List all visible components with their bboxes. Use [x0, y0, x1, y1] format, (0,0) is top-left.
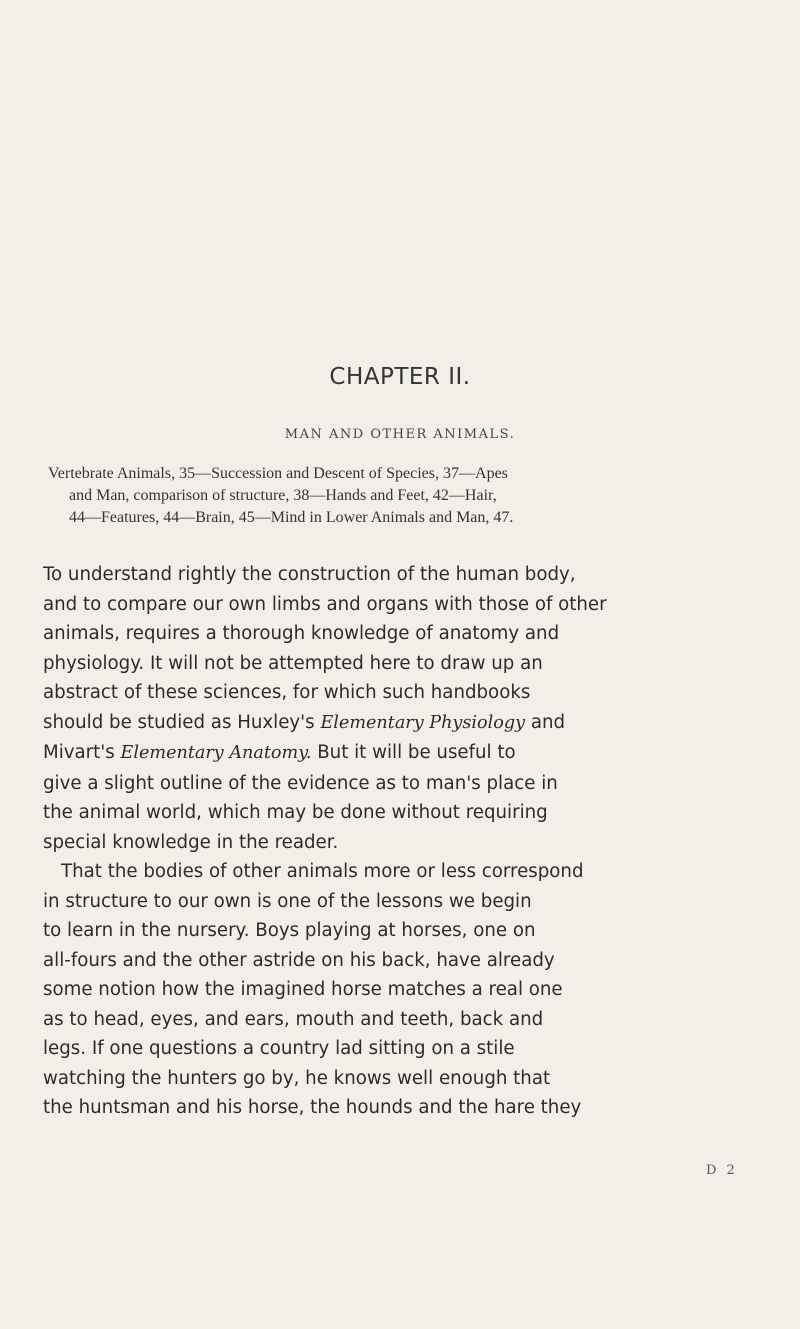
- text-line: special knowledge in the reader.: [43, 831, 339, 853]
- text-line: the huntsman and his horse, the hounds and the hare they: [43, 1097, 582, 1118]
- book-title: Elementary Physiology: [320, 712, 526, 733]
- text-line: the animal world, which may be done without requiring: [43, 802, 548, 823]
- summary-line: and Man, comparison of structure, 38—Hands and Feet, 42—Hair,: [69, 487, 497, 504]
- text-segment: should be studied as Huxley's: [43, 711, 321, 733]
- text-segment: and: [525, 711, 566, 733]
- chapter-subtitle: MAN AND OTHER ANIMALS.: [284, 427, 516, 442]
- text-line: as to head, eyes, and ears, mouth and teeth, back and: [43, 1008, 544, 1030]
- book-title: Elementary Anatomy.: [120, 743, 312, 763]
- summary-line: 44—Features, 44—Brain, 45—Mind in Lower Animals and Man, 47.: [69, 509, 514, 526]
- chapter-title: CHAPTER II.: [329, 364, 471, 390]
- text-line: That the bodies of other animals more or less correspond: [61, 861, 584, 882]
- signature-mark: D 2: [706, 1163, 738, 1178]
- text-line: [0, 738, 607, 769]
- text-segment: But it will be useful to: [311, 742, 516, 763]
- text-line: in structure to our own is one of the lessons we begin: [43, 890, 532, 912]
- text-line: and to compare our own limbs and organs with those of other: [43, 593, 607, 615]
- chapter-summary: [48, 463, 795, 529]
- text-line: some notion how the imagined horse matches a real one: [43, 979, 563, 1000]
- text-line: physiology. It will not be attempted here to draw up an: [43, 652, 543, 674]
- text-line: animals, requires a thorough knowledge of anatomy and: [43, 623, 560, 644]
- text-line: watching the hunters go by, he knows well enough that: [43, 1067, 551, 1089]
- text-line: [0, 708, 607, 739]
- text-line: legs. If one questions a country lad sitting on a stile: [43, 1038, 515, 1059]
- text-line: abstract of these sciences, for which such handbooks: [43, 682, 531, 703]
- text-line: To understand rightly the construction of the human body,: [43, 564, 576, 585]
- text-line: all-fours and the other astride on his back, have already: [43, 949, 555, 971]
- text-segment: Mivart's: [43, 742, 121, 763]
- summary-line: Vertebrate Animals, 35—Succession and Descent of Species, 37—Apes: [48, 465, 508, 482]
- body-text: [0, 560, 607, 1123]
- text-line: give a slight outline of the evidence as to man's place in: [43, 772, 558, 794]
- paragraph: [0, 560, 607, 857]
- paragraph: [0, 857, 607, 1123]
- text-line: to learn in the nursery. Boys playing at horses, one on: [43, 920, 536, 941]
